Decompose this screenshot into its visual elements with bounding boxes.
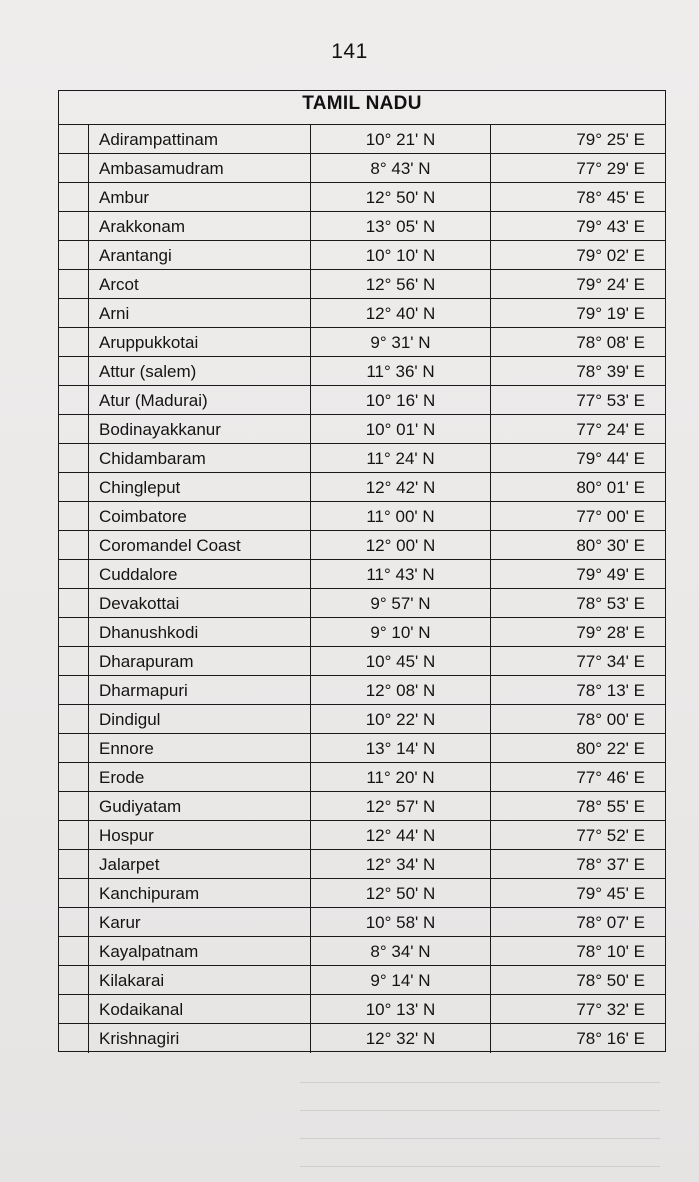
longitude-cell: 77° 29' E xyxy=(576,159,645,178)
longitude-cell: 79° 02' E xyxy=(576,246,645,265)
longitude-cell: 80° 01' E xyxy=(576,478,645,497)
longitude-cell: 78° 39' E xyxy=(576,362,645,381)
latitude-cell: 12° 34' N xyxy=(311,850,491,878)
row-margin-cell xyxy=(59,676,89,704)
table-row xyxy=(59,125,665,154)
table-row xyxy=(59,531,665,560)
table-row xyxy=(59,386,665,415)
bleed-through-background xyxy=(300,1055,660,1170)
latitude-cell: 12° 50' N xyxy=(311,183,491,211)
latitude-cell: 8° 43' N xyxy=(311,154,491,182)
longitude-cell: 78° 13' E xyxy=(576,681,645,700)
place-name-cell: Arni xyxy=(89,299,311,327)
place-name-cell: Jalarpet xyxy=(89,850,311,878)
row-margin-cell xyxy=(59,183,89,211)
latitude-cell: 11° 20' N xyxy=(311,763,491,791)
row-margin-cell xyxy=(59,850,89,878)
longitude-cell: 77° 53' E xyxy=(576,391,645,410)
latitude-cell: 10° 58' N xyxy=(311,908,491,936)
place-name-cell: Devakottai xyxy=(89,589,311,617)
table-row xyxy=(59,995,665,1024)
coordinates-table xyxy=(58,90,666,1052)
place-name-cell: Coimbatore xyxy=(89,502,311,530)
table-row xyxy=(59,154,665,183)
longitude-cell: 80° 30' E xyxy=(576,536,645,555)
latitude-cell: 10° 21' N xyxy=(311,125,491,153)
latitude-cell: 13° 05' N xyxy=(311,212,491,240)
row-margin-cell xyxy=(59,386,89,414)
row-margin-cell xyxy=(59,618,89,646)
row-margin-cell xyxy=(59,473,89,501)
longitude-cell: 77° 00' E xyxy=(576,507,645,526)
place-name-cell: Dhanushkodi xyxy=(89,618,311,646)
latitude-cell: 12° 50' N xyxy=(311,879,491,907)
row-margin-cell xyxy=(59,357,89,385)
table-row xyxy=(59,502,665,531)
table-row xyxy=(59,908,665,937)
table-row xyxy=(59,589,665,618)
latitude-cell: 12° 40' N xyxy=(311,299,491,327)
table-row xyxy=(59,705,665,734)
place-name-cell: Ambasamudram xyxy=(89,154,311,182)
row-margin-cell xyxy=(59,154,89,182)
latitude-cell: 12° 57' N xyxy=(311,792,491,820)
row-margin-cell xyxy=(59,328,89,356)
place-name-cell: Erode xyxy=(89,763,311,791)
longitude-cell: 78° 08' E xyxy=(576,333,645,352)
place-name-cell: Krishnagiri xyxy=(89,1024,311,1053)
table-row xyxy=(59,241,665,270)
longitude-cell: 79° 24' E xyxy=(576,275,645,294)
table-row xyxy=(59,647,665,676)
longitude-cell: 78° 00' E xyxy=(576,710,645,729)
table-title: TAMIL NADU xyxy=(302,93,422,114)
table-row xyxy=(59,328,665,357)
place-name-cell: Gudiyatam xyxy=(89,792,311,820)
table-title-row xyxy=(59,91,665,125)
place-name-cell: Chingleput xyxy=(89,473,311,501)
table-row xyxy=(59,792,665,821)
place-name-cell: Dharapuram xyxy=(89,647,311,675)
longitude-cell: 77° 34' E xyxy=(576,652,645,671)
row-margin-cell xyxy=(59,589,89,617)
longitude-cell: 77° 46' E xyxy=(576,768,645,787)
row-margin-cell xyxy=(59,560,89,588)
longitude-cell: 78° 50' E xyxy=(576,971,645,990)
place-name-cell: Cuddalore xyxy=(89,560,311,588)
longitude-cell: 80° 22' E xyxy=(576,739,645,758)
latitude-cell: 10° 13' N xyxy=(311,995,491,1023)
place-name-cell: Arcot xyxy=(89,270,311,298)
row-margin-cell xyxy=(59,125,89,153)
table-row xyxy=(59,183,665,212)
latitude-cell: 9° 10' N xyxy=(311,618,491,646)
place-name-cell: Bodinayakkanur xyxy=(89,415,311,443)
longitude-cell: 79° 25' E xyxy=(576,130,645,149)
longitude-cell: 79° 49' E xyxy=(576,565,645,584)
row-margin-cell xyxy=(59,241,89,269)
longitude-cell: 78° 16' E xyxy=(576,1029,645,1048)
table-row xyxy=(59,415,665,444)
place-name-cell: Arakkonam xyxy=(89,212,311,240)
longitude-cell: 78° 45' E xyxy=(576,188,645,207)
latitude-cell: 12° 00' N xyxy=(311,531,491,559)
latitude-cell: 10° 45' N xyxy=(311,647,491,675)
place-name-cell: Ennore xyxy=(89,734,311,762)
place-name-cell: Hospur xyxy=(89,821,311,849)
row-margin-cell xyxy=(59,995,89,1023)
row-margin-cell xyxy=(59,270,89,298)
table-row xyxy=(59,850,665,879)
latitude-cell: 12° 32' N xyxy=(311,1024,491,1053)
table-row xyxy=(59,212,665,241)
latitude-cell: 10° 01' N xyxy=(311,415,491,443)
row-margin-cell xyxy=(59,908,89,936)
longitude-cell: 78° 37' E xyxy=(576,855,645,874)
longitude-cell: 78° 07' E xyxy=(576,913,645,932)
place-name-cell: Atur (Madurai) xyxy=(89,386,311,414)
latitude-cell: 9° 31' N xyxy=(311,328,491,356)
table-row xyxy=(59,618,665,647)
longitude-cell: 78° 55' E xyxy=(576,797,645,816)
latitude-cell: 9° 57' N xyxy=(311,589,491,617)
longitude-cell: 77° 24' E xyxy=(576,420,645,439)
row-margin-cell xyxy=(59,734,89,762)
table-row xyxy=(59,270,665,299)
latitude-cell: 11° 36' N xyxy=(311,357,491,385)
row-margin-cell xyxy=(59,444,89,472)
latitude-cell: 11° 43' N xyxy=(311,560,491,588)
row-margin-cell xyxy=(59,415,89,443)
row-margin-cell xyxy=(59,502,89,530)
place-name-cell: Arantangi xyxy=(89,241,311,269)
latitude-cell: 12° 44' N xyxy=(311,821,491,849)
latitude-cell: 11° 00' N xyxy=(311,502,491,530)
latitude-cell: 10° 10' N xyxy=(311,241,491,269)
row-margin-cell xyxy=(59,647,89,675)
row-margin-cell xyxy=(59,705,89,733)
latitude-cell: 10° 22' N xyxy=(311,705,491,733)
table-row xyxy=(59,937,665,966)
page-number: 141 xyxy=(331,40,368,63)
latitude-cell: 8° 34' N xyxy=(311,937,491,965)
longitude-cell: 79° 44' E xyxy=(576,449,645,468)
row-margin-cell xyxy=(59,763,89,791)
place-name-cell: Karur xyxy=(89,908,311,936)
row-margin-cell xyxy=(59,879,89,907)
row-margin-cell xyxy=(59,937,89,965)
row-margin-cell xyxy=(59,1024,89,1053)
longitude-cell: 77° 32' E xyxy=(576,1000,645,1019)
longitude-cell: 77° 52' E xyxy=(576,826,645,845)
table-row xyxy=(59,560,665,589)
longitude-cell: 78° 53' E xyxy=(576,594,645,613)
latitude-cell: 12° 08' N xyxy=(311,676,491,704)
table-row xyxy=(59,821,665,850)
table-row xyxy=(59,473,665,502)
longitude-cell: 78° 10' E xyxy=(576,942,645,961)
row-margin-cell xyxy=(59,531,89,559)
longitude-cell: 79° 45' E xyxy=(576,884,645,903)
longitude-cell: 79° 28' E xyxy=(576,623,645,642)
latitude-cell: 12° 42' N xyxy=(311,473,491,501)
table-row xyxy=(59,1024,665,1053)
table-row xyxy=(59,676,665,705)
table-row xyxy=(59,299,665,328)
latitude-cell: 10° 16' N xyxy=(311,386,491,414)
place-name-cell: Kayalpatnam xyxy=(89,937,311,965)
table-row xyxy=(59,357,665,386)
place-name-cell: Ambur xyxy=(89,183,311,211)
table-body xyxy=(59,125,665,1053)
table-row xyxy=(59,734,665,763)
place-name-cell: Kanchipuram xyxy=(89,879,311,907)
row-margin-cell xyxy=(59,792,89,820)
place-name-cell: Dindigul xyxy=(89,705,311,733)
latitude-cell: 12° 56' N xyxy=(311,270,491,298)
row-margin-cell xyxy=(59,966,89,994)
place-name-cell: Coromandel Coast xyxy=(89,531,311,559)
latitude-cell: 9° 14' N xyxy=(311,966,491,994)
longitude-cell: 79° 19' E xyxy=(576,304,645,323)
row-margin-cell xyxy=(59,212,89,240)
table-row xyxy=(59,879,665,908)
table-row xyxy=(59,966,665,995)
table-row xyxy=(59,763,665,792)
row-margin-cell xyxy=(59,821,89,849)
row-margin-cell xyxy=(59,299,89,327)
place-name-cell: Chidambaram xyxy=(89,444,311,472)
place-name-cell: Kilakarai xyxy=(89,966,311,994)
place-name-cell: Attur (salem) xyxy=(89,357,311,385)
place-name-cell: Kodaikanal xyxy=(89,995,311,1023)
table-row xyxy=(59,444,665,473)
place-name-cell: Adirampattinam xyxy=(89,125,311,153)
longitude-cell: 79° 43' E xyxy=(576,217,645,236)
latitude-cell: 13° 14' N xyxy=(311,734,491,762)
place-name-cell: Dharmapuri xyxy=(89,676,311,704)
latitude-cell: 11° 24' N xyxy=(311,444,491,472)
place-name-cell: Aruppukkotai xyxy=(89,328,311,356)
